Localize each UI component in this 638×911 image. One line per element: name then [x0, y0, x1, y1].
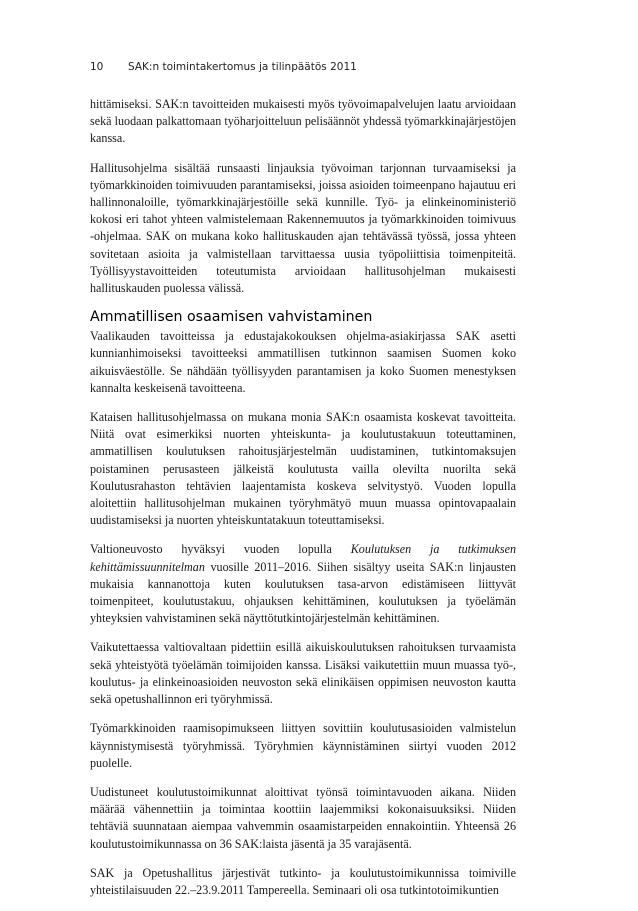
publication-title: Koulutuksen ja tutkimuksen kehittämissuunnitelman	[90, 542, 516, 574]
paragraph: Työmarkkinoiden raamisopimukseen liittyen sovittiin koulutusasioiden valmistelun käynnistymisestä työryhmissä. Työryhmien käynnistäminen siirtyi vuoden 2012 puolelle.	[90, 721, 516, 770]
running-header	[90, 61, 357, 73]
paragraph: Vaikutettaessa valtiovaltaan pidettiin esillä aikuiskoulutuksen rahoituksen turvaamista sekä yhteistyötä työelämän toimijoiden kanssa. Lisäksi vaikutettiin muun muassa työ-, koulutus- ja elinkeinoasioiden neuvoston sekä elinikäisen oppimisen neuvoston kautta sekä opetushallinnon eri työryhmissä.	[90, 640, 516, 707]
document-title: SAK:n toimintakertomus ja tilinpäätös 2011	[128, 61, 357, 73]
paragraph-text: Valtioneuvosto hyväksyi vuoden lopulla	[90, 542, 351, 557]
section-heading: Ammatillisen osaamisen vahvistaminen	[90, 309, 373, 326]
page-number: 10	[90, 61, 104, 73]
paragraph: Uudistuneet koulutustoimikunnat aloittivat työnsä toimintavuoden aikana. Niiden määrää vähennettiin ja toimintaa koottiin laajemmiksi kokonaisuuksiksi. Niiden tehtäviä suunnataan aiempaa vahvemmin osaamistarpeiden ennakointiin. Yhteensä 26 koulutustoimikunnassa on 36 SAK:laista jäsentä ja 35 varajäsentä.	[90, 784, 516, 851]
body-text	[90, 96, 516, 911]
paragraph: Kataisen hallitusohjelmassa on mukana monia SAK:n osaamista koskevat tavoitteita. Niitä ovat esimerkiksi nuorten yhteiskunta- ja koulutustakuun toteuttaminen, ammatillisen koulutuksen rahoitusjärjestelmän uudistaminen, tutkintomaksujen poistaminen perusasteen jälkeistä koulutusta vailla olevilta nuorilta sekä Koulutusrahaston tehtävien laajentamista koskeva selvitystyö. Vuoden lopulla aloitettiin hallitusohjelman mukainen työryhmätyö muun muassa opintovapaalain uudistamiseksi ja nuorten yhteiskuntatakuun toteuttamiseksi.	[90, 410, 516, 528]
paragraph: Vaalikauden tavoitteissa ja edustajakokouksen ohjelma-asiakirjassa SAK asetti kunnianhimoiseksi tavoitteeksi ammatillisen tutkinnon saamisen Suomen koko aikuisväestölle. Se nähdään työllisyyden parantamisen ja koko Suomen menestyksen kannalta keskeisenä tavoitteena.	[90, 329, 516, 395]
paragraph	[90, 541, 516, 627]
paragraph-text: vuosille 2011–2016. Siihen sisältyy useita SAK:n linjausten mukaisia kannanottoja kuten koulutuksen tasa-arvon edistämiseen liittyvät toimenpiteet, koulutustakuu, ohjauksen kehittäminen, koulutuksen ja työelämän yhteyksien vahvistaminen sekä näyttötutkintojärjestelmän kehittäminen.	[90, 559, 516, 626]
paragraph: hittämiseksi. SAK:n tavoitteiden mukaisesti myös työvoimapalvelujen laatu arvioidaan sekä luodaan palkattomaan työharjoitteluun pelisäännöt yhdessä työmarkkinajärjestöjen kanssa.	[90, 97, 516, 146]
paragraph: Hallitusohjelma sisältää runsaasti linjauksia työvoiman tarjonnan turvaamiseksi ja työmarkkinoiden toimivuuden parantamiseksi, joissa asioiden toimeenpano hajautuu eri hallinnonaloille, työmarkkinajärjestöille sekä kunnille. Työ- ja elinkeinoministeriö kokosi eri tahot yhteen valmistelemaan Rakennemuutos ja työmarkkinoiden toimivuus -ohjelmaa. SAK on mukana koko hallituskauden ajan tehtävässä työssä, jossa yhteen sovitetaan asioita ja valmistellaan tarvittaessa uusia työpoliittisia toimenpiteitä. Työllisyystavoitteiden toteutumista arvioidaan hallitusohjelman mukaisesti hallituskauden puolessa välissä.	[90, 160, 516, 296]
paragraph: SAK ja Opetushallitus järjestivät tutkinto- ja koulutustoimikunnissa toimiville yhteistilaisuuden 22.–23.9.2011 Tampereella. Seminaari oli osa tutkintotoimikuntien	[90, 865, 516, 897]
